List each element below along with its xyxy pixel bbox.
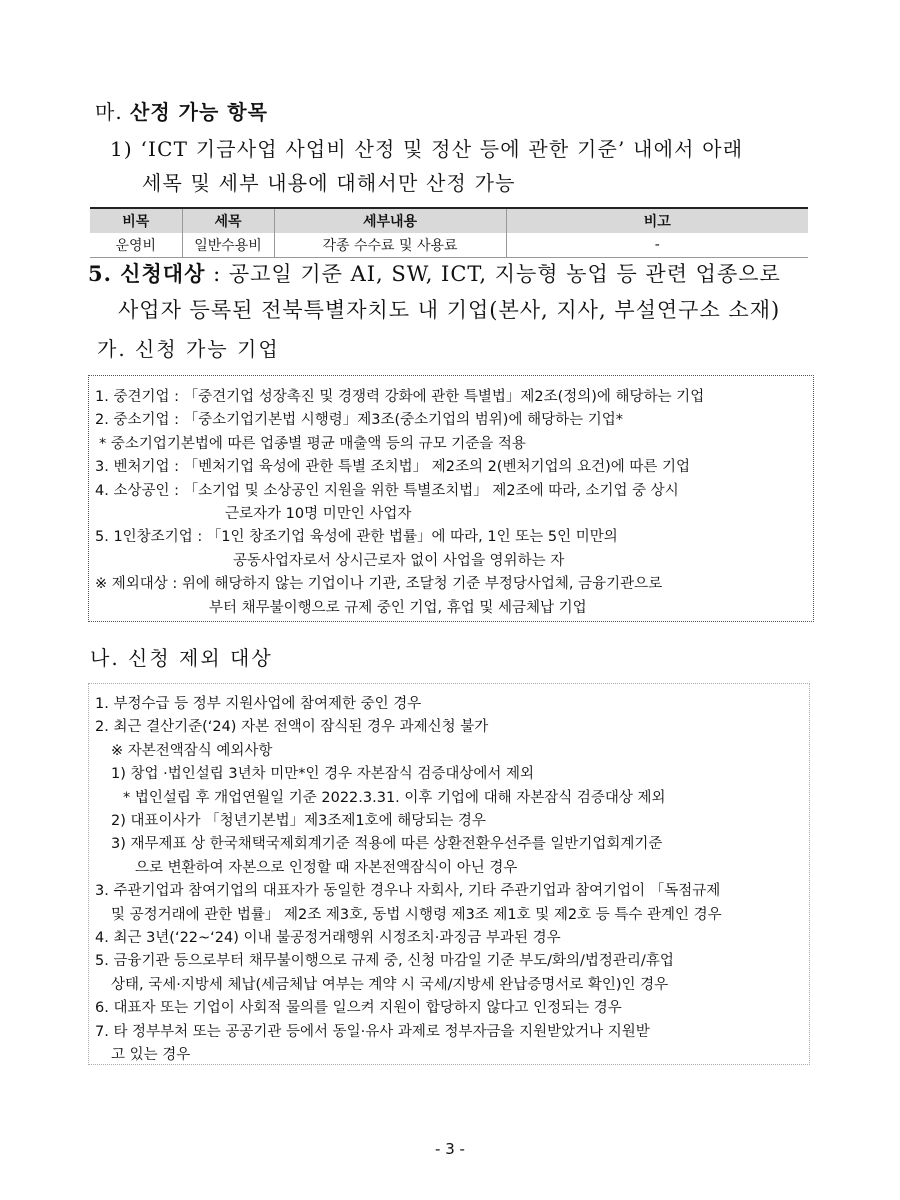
list-item: 1. 부정수급 등 정부 지원사업에 참여제한 중인 경우 bbox=[95, 696, 422, 712]
page-number: - 3 - bbox=[435, 1140, 465, 1158]
section5-line1-rest: : 공고일 기준 AI, SW, ICT, 지능형 농업 등 관련 업종으로 bbox=[205, 262, 781, 286]
list-item: 4. 소상공인 : 「소기업 및 소상공인 지원을 위한 특별조치법」 제2조에 따라, 소기업 중 상시 bbox=[95, 482, 679, 499]
section-ga-heading: 가. 신청 가능 기업 bbox=[97, 337, 280, 361]
list-item: 1. 중견기업 : 「중견기업 성장촉진 및 경쟁력 강화에 관한 특별법」제2조(정의)에 해당하는 기업 bbox=[95, 389, 705, 405]
table-cell: 각종 수수료 및 사용료 bbox=[274, 233, 506, 258]
list-item: 으로 변환하여 자본으로 인정할 때 자본전액잠식이 아닌 경우 bbox=[135, 859, 518, 876]
list-item: ※ 자본전액잠식 예외사항 bbox=[111, 742, 273, 759]
excluded-targets-box bbox=[88, 683, 810, 1065]
list-item: 상태, 국세·지방세 체납(세금체납 여부는 계약 시 국세/지방세 완납증명서로 확인)인 경우 bbox=[111, 976, 669, 993]
list-item: 근로자가 10명 미만인 사업자 bbox=[225, 506, 412, 523]
table-row bbox=[90, 233, 808, 258]
list-item: 6. 대표자 또는 기업이 사회적 물의를 일으켜 지원이 합당하지 않다고 인정되는 경우 bbox=[95, 1000, 622, 1017]
list-item: 5. 1인창조기업 : 「1인 창조기업 육성에 관한 법률」에 따라, 1인 또는 5인 미만의 bbox=[95, 529, 618, 546]
section-ma-heading bbox=[95, 96, 268, 125]
header-cell: 비고 bbox=[506, 208, 808, 233]
list-item: 부터 채무불이행으로 규제 중인 기업, 휴업 및 세금체납 기업 bbox=[209, 599, 587, 616]
section5-label: 5. 신청대상 bbox=[88, 261, 206, 286]
header-cell: 세부내용 bbox=[274, 208, 506, 233]
list-item: 2) 대표이사가 「청년기본법」제3조제1호에 해당되는 경우 bbox=[111, 813, 486, 830]
item1-text bbox=[110, 132, 820, 200]
eligible-companies-box bbox=[88, 375, 814, 622]
section5-text bbox=[88, 256, 818, 328]
table-cell: 일반수용비 bbox=[182, 233, 274, 258]
list-item: * 법인설립 후 개업연월일 기준 2022.3.31. 이후 기업에 대해 자본잠식 검증대상 제외 bbox=[123, 789, 666, 806]
section-ma-prefix: 마. bbox=[95, 100, 123, 124]
table-cell: 운영비 bbox=[90, 233, 182, 258]
list-item: * 중소기업기본법에 따른 업종별 평균 매출액 등의 규모 기준을 적용 bbox=[99, 435, 526, 452]
section-na-heading: 나. 신청 제외 대상 bbox=[90, 646, 273, 670]
list-item: 2. 중소기업 : 「중소기업기본법 시행령」제3조(중소기업의 범위)에 해당하는 기업* bbox=[95, 412, 623, 429]
list-item: 5. 금융기관 등으로부터 채무불이행으로 규제 중, 신청 마감일 기준 부도/화의/법정관리/휴업 bbox=[95, 953, 674, 970]
budget-table-header bbox=[90, 208, 808, 233]
list-item: 2. 최근 결산기준(‘24) 자본 전액이 잠식된 경우 과제신청 불가 bbox=[95, 719, 489, 736]
section-ma-title: 산정 가능 항목 bbox=[130, 100, 268, 124]
item1-line2: 세목 및 세부 내용에 대해서만 산정 가능 bbox=[142, 171, 516, 195]
list-item: 공동사업자로서 상시근로자 없이 사업을 영위하는 자 bbox=[233, 552, 565, 569]
section5-line1 bbox=[88, 256, 818, 292]
section5-line2: 사업자 등록된 전북특별자치도 내 기업(본사, 지사, 부설연구소 소재) bbox=[118, 298, 781, 322]
header-cell: 세목 bbox=[182, 208, 274, 233]
list-item: ※ 제외대상 : 위에 해당하지 않는 기업이나 기관, 조달청 기준 부정당사업체, 금융기관으로 bbox=[95, 576, 663, 593]
header-cell: 비목 bbox=[90, 208, 182, 233]
list-item: 4. 최근 3년(‘22~‘24) 이내 불공정거래행위 시정조치·과징금 부과된 경우 bbox=[95, 930, 561, 947]
list-item: 1) 창업 ·법인설립 3년차 미만*인 경우 자본잠식 검증대상에서 제외 bbox=[111, 766, 535, 783]
table-cell: - bbox=[506, 233, 808, 258]
list-item: 및 공정거래에 관한 법률」 제2조 제3호, 동법 시행령 제3조 제1호 및 제2호 등 특수 관계인 경우 bbox=[111, 906, 722, 923]
list-item: 고 있는 경우 bbox=[111, 1047, 191, 1064]
list-item: 3. 벤처기업 : 「벤처기업 육성에 관한 특별 조치법」 제2조의 2(벤처기업의 요건)에 따른 기업 bbox=[95, 459, 691, 476]
budget-table bbox=[90, 207, 808, 258]
list-item: 3. 주관기업과 참여기업의 대표자가 동일한 경우나 자회사, 기타 주관기업과 참여기업이 「독점규제 bbox=[95, 883, 721, 900]
list-item: 3) 재무제표 상 한국채택국제회계기준 적용에 따른 상환전환우선주를 일반기업회계기준 bbox=[111, 836, 663, 853]
list-item: 7. 타 정부부처 또는 공공기관 등에서 동일·유사 과제로 정부자금을 지원받았거나 지원받 bbox=[95, 1023, 650, 1040]
item1-line1: 1) ‘ICT 기금사업 사업비 산정 및 정산 등에 관한 기준’ 내에서 아래 bbox=[110, 137, 744, 161]
